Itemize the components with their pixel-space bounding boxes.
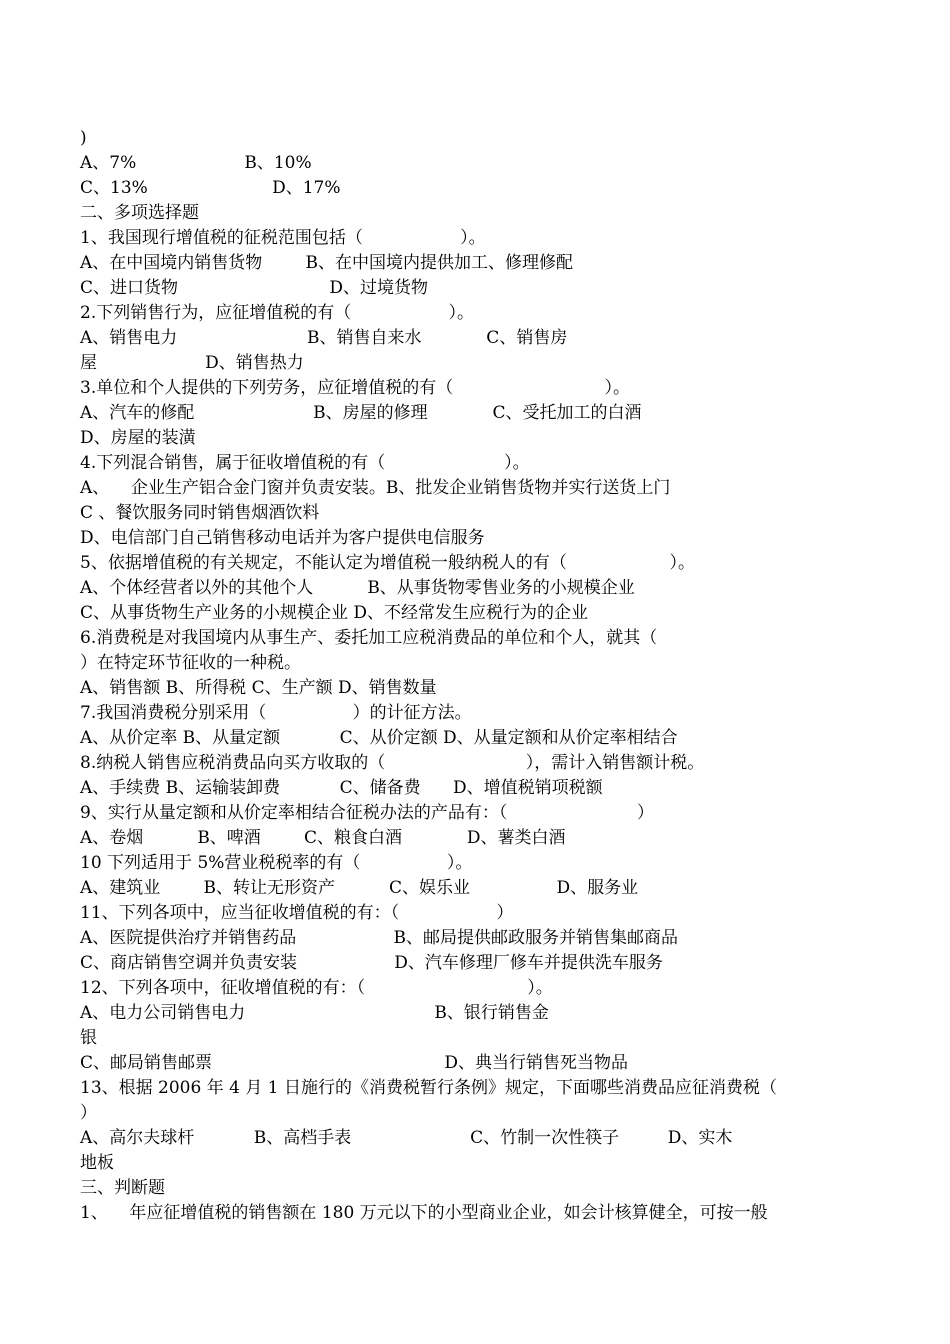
section-heading: 二、多项选择题 <box>80 203 199 223</box>
question-line: 9、实行从量定额和从价定率相结合征税办法的产品有：（ ） <box>80 803 655 823</box>
text-line: C、13% D、17% <box>80 178 341 198</box>
option-line: 银 <box>80 1028 97 1048</box>
question-line: 1、 年应征增值税的销售额在 180 万元以下的小型商业企业，如会计核算健全，可按一般 <box>80 1203 768 1223</box>
option-line: 屋 D、销售热力 <box>80 353 304 373</box>
section-heading: 三、判断题 <box>80 1178 165 1198</box>
option-line: A、销售额 B、所得税 C、生产额 D、销售数量 <box>80 678 437 698</box>
option-line: C、进口货物 D、过境货物 <box>80 278 428 298</box>
question-line: 5、依据增值税的有关规定，不能认定为增值税一般纳税人的有（ ）。 <box>80 553 695 573</box>
option-line: A、建筑业 B、转让无形资产 C、娱乐业 D、服务业 <box>80 878 639 898</box>
option-line: A、从价定率 B、从量定额 C、从价定额 D、从量定额和从价定率相结合 <box>80 728 678 748</box>
option-line: A、卷烟 B、啤酒 C、粮食白酒 D、薯类白酒 <box>80 828 566 848</box>
question-line: 13、根据 2006 年 4 月 1 日施行的《消费税暂行条例》规定，下面哪些消费品应征消费税（ <box>80 1078 777 1098</box>
option-line: A、 企业生产铝合金门窗并负责安装。B、批发企业销售货物并实行送货上门 <box>80 478 671 498</box>
option-line: A、高尔夫球杆 B、高档手表 C、竹制一次性筷子 D、实木 <box>80 1128 733 1148</box>
question-line: 2.下列销售行为，应征增值税的有（ ）。 <box>80 303 474 323</box>
question-line: 12、下列各项中，征收增值税的有：（ ）。 <box>80 978 553 998</box>
option-line: C、从事货物生产业务的小规模企业 D、不经常发生应税行为的企业 <box>80 603 589 623</box>
option-line: A、医院提供治疗并销售药品 B、邮局提供邮政服务并销售集邮商品 <box>80 928 679 948</box>
question-line: 8.纳税人销售应税消费品向买方收取的（ ），需计入销售额计税。 <box>80 753 705 773</box>
question-line: 1、我国现行增值税的征税范围包括（ ）。 <box>80 228 486 248</box>
question-line: 11、下列各项中，应当征收增值税的有：（ ） <box>80 903 514 923</box>
option-line: D、电信部门自己销售移动电话并为客户提供电信服务 <box>80 528 485 548</box>
option-line: D、房屋的装潢 <box>80 428 196 448</box>
question-line: ） <box>80 1103 97 1123</box>
option-line: C、邮局销售邮票 D、典当行销售死当物品 <box>80 1053 629 1073</box>
question-line: 3.单位和个人提供的下列劳务，应征增值税的有（ ）。 <box>80 378 631 398</box>
question-line: 6.消费税是对我国境内从事生产、委托加工应税消费品的单位和个人，就其（ <box>80 628 658 648</box>
option-line: A、电力公司销售电力 B、银行销售金 <box>80 1003 549 1023</box>
text-line: ) <box>80 128 87 148</box>
option-line: A、个体经营者以外的其他个人 B、从事货物零售业务的小规模企业 <box>80 578 635 598</box>
option-line: 地板 <box>80 1153 114 1173</box>
question-line: 7.我国消费税分别采用（ ）的计征方法。 <box>80 703 472 723</box>
text-line: A、7% B、10% <box>80 153 312 173</box>
question-line: 10 下列适用于 5%营业税税率的有（ ）。 <box>80 853 473 873</box>
question-line: 4.下列混合销售，属于征收增值税的有（ ）。 <box>80 453 530 473</box>
option-line: C、商店销售空调并负责安装 D、汽车修理厂修车并提供洗车服务 <box>80 953 663 973</box>
option-line: A、在中国境内销售货物 B、在中国境内提供加工、修理修配 <box>80 253 573 273</box>
option-line: A、手续费 B、运输装卸费 C、储备费 D、增值税销项税额 <box>80 778 603 798</box>
question-line: ）在特定环节征收的一种税。 <box>80 653 301 673</box>
option-line: C 、餐饮服务同时销售烟酒饮料 <box>80 503 320 523</box>
option-line: A、销售电力 B、销售自来水 C、销售房 <box>80 328 568 348</box>
option-line: A、汽车的修配 B、房屋的修理 C、受托加工的白酒 <box>80 403 642 423</box>
